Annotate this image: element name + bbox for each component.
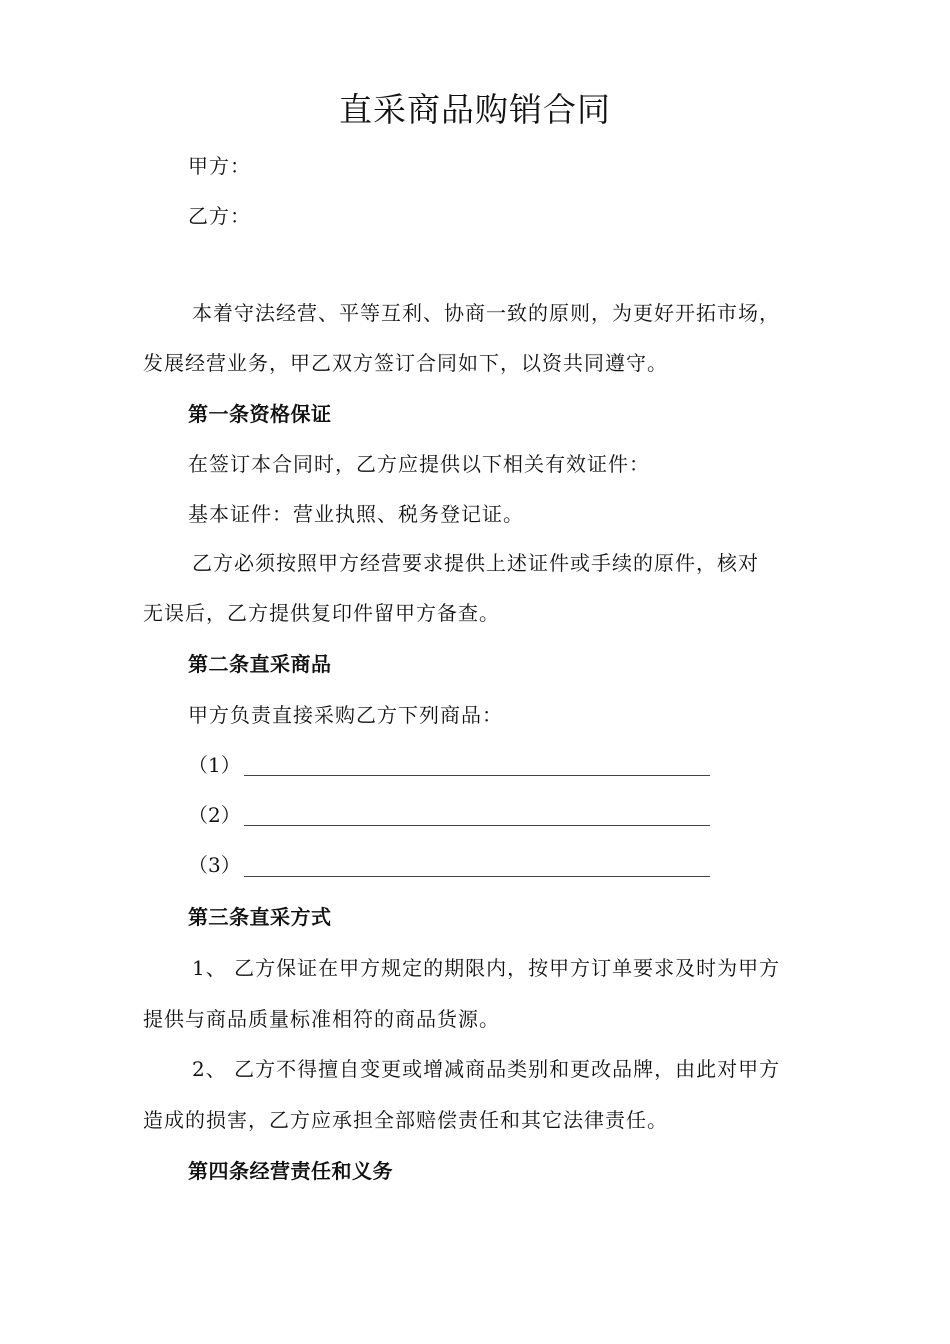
intro-line-1: 本着守法经营、平等互利、协商一致的原则，为更好开拓市场，: [192, 301, 780, 325]
product-item-1-label: （1）: [188, 753, 241, 777]
article-3-clause-1-line-1: 1、 乙方保证在甲方规定的期限内，按甲方订单要求及时为甲方: [192, 956, 781, 980]
article-2-paragraph-1: 甲方负责直接采购乙方下列商品：: [188, 703, 503, 727]
article-1-paragraph-1: 在签订本合同时，乙方应提供以下相关有效证件：: [188, 452, 650, 476]
intro-line-2: 发展经营业务，甲乙双方签订合同如下，以资共同遵守。: [143, 351, 668, 375]
article-1-paragraph-3-line-1: 乙方必须按照甲方经营要求提供上述证件或手续的原件，核对: [192, 551, 759, 575]
article-1-heading: 第一条资格保证: [188, 402, 332, 426]
article-1-paragraph-2: 基本证件：营业执照、税务登记证。: [188, 502, 524, 526]
article-4-heading: 第四条经营责任和义务: [188, 1159, 393, 1183]
product-item-2-label: （2）: [188, 803, 241, 827]
document-title: 直采商品购销合同: [339, 90, 611, 129]
party-a-label: 甲方：: [188, 154, 251, 178]
party-b-label: 乙方：: [188, 204, 251, 228]
article-3-clause-1-line-2: 提供与商品质量标准相符的商品货源。: [143, 1007, 500, 1031]
product-item-2-blank-line: [244, 825, 710, 826]
article-3-heading: 第三条直采方式: [188, 905, 332, 929]
product-item-3-label: （3）: [188, 853, 241, 877]
article-1-paragraph-3-line-2: 无误后，乙方提供复印件留甲方备查。: [143, 601, 500, 625]
article-3-clause-2-line-1: 2、 乙方不得擅自变更或增减商品类别和更改品牌，由此对甲方: [192, 1057, 781, 1081]
article-2-heading: 第二条直采商品: [188, 652, 332, 676]
article-3-clause-2-line-2: 造成的损害，乙方应承担全部赔偿责任和其它法律责任。: [143, 1108, 668, 1132]
product-item-3-blank-line: [244, 876, 710, 877]
product-item-1-blank-line: [244, 775, 710, 776]
